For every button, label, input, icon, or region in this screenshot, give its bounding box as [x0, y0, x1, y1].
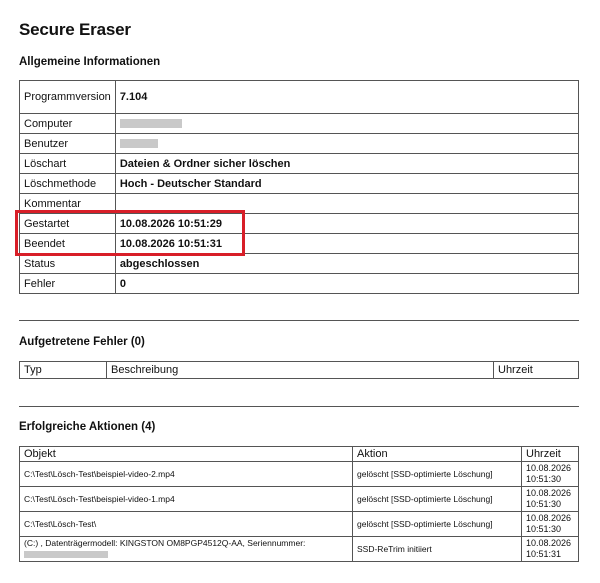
object-cell: C:\Test\Lösch-Test\beispiel-video-1.mp4 [20, 487, 353, 512]
action-cell: gelöscht [SSD-optimierte Löschung] [353, 487, 522, 512]
info-value: 10.08.2026 10:51:29 [115, 214, 578, 234]
redacted-serial-number [24, 551, 108, 558]
table-row [20, 537, 579, 562]
info-value: 0 [115, 274, 578, 294]
column-header: Uhrzeit [494, 362, 579, 379]
info-value [115, 114, 578, 134]
report-title: Secure Eraser [19, 20, 131, 39]
info-key: Computer [20, 114, 116, 134]
date-text: 10.08.2026 [526, 538, 572, 548]
table-row [20, 512, 579, 537]
time-cell [522, 537, 579, 562]
action-cell: gelöscht [SSD-optimierte Löschung] [353, 512, 522, 537]
info-key: Löschart [20, 154, 116, 174]
info-value: 7.104 [115, 81, 578, 114]
errors-header-row [20, 362, 579, 379]
divider [19, 406, 579, 407]
info-key: Kommentar [20, 194, 116, 214]
info-key: Benutzer [20, 134, 116, 154]
time-cell [522, 487, 579, 512]
general-info-table [19, 80, 579, 294]
general-info-heading: Allgemeine Informationen [19, 56, 161, 68]
column-header: Aktion [353, 447, 522, 462]
actions-heading: Erfolgreiche Aktionen (4) [19, 421, 156, 433]
divider [19, 320, 579, 321]
time-text: 10:51:30 [526, 524, 562, 534]
info-key: Programmversion [20, 81, 116, 114]
column-header: Beschreibung [107, 362, 494, 379]
info-key: Löschmethode [20, 174, 116, 194]
info-key: Status [20, 254, 116, 274]
actions-table [19, 446, 579, 562]
info-row-user [20, 134, 579, 154]
date-text: 10.08.2026 [526, 488, 572, 498]
action-cell: SSD-ReTrim initiiert [353, 537, 522, 562]
time-cell [522, 462, 579, 487]
info-key: Beendet [20, 234, 116, 254]
redacted-computer-name [120, 119, 182, 128]
info-value: Hoch - Deutscher Standard [115, 174, 578, 194]
time-text: 10:51:30 [526, 474, 562, 484]
object-cell: C:\Test\Lösch-Test\beispiel-video-2.mp4 [20, 462, 353, 487]
highlight-box [15, 210, 245, 256]
date-text: 10.08.2026 [526, 463, 572, 473]
info-value: Dateien & Ordner sicher löschen [115, 154, 578, 174]
info-row-erase-type [20, 154, 579, 174]
info-row-version [20, 81, 579, 114]
info-key: Gestartet [20, 214, 116, 234]
info-row-errors [20, 274, 579, 294]
actions-header-row [20, 447, 579, 462]
info-row-status [20, 254, 579, 274]
info-value [115, 134, 578, 154]
action-cell: gelöscht [SSD-optimierte Löschung] [353, 462, 522, 487]
time-cell [522, 512, 579, 537]
time-text: 10:51:31 [526, 549, 562, 559]
column-header: Uhrzeit [522, 447, 579, 462]
object-text: (C:) , Datenträgermodell: KINGSTON OM8PGP4512Q-AA, Seriennummer: [24, 538, 306, 548]
info-value: abgeschlossen [115, 254, 578, 274]
table-row [20, 487, 579, 512]
redacted-user-name [120, 139, 158, 148]
info-key: Fehler [20, 274, 116, 294]
object-cell [20, 537, 353, 562]
errors-heading: Aufgetretene Fehler (0) [19, 336, 145, 348]
column-header: Typ [20, 362, 107, 379]
date-text: 10.08.2026 [526, 513, 572, 523]
table-row [20, 462, 579, 487]
column-header: Objekt [20, 447, 353, 462]
info-row-erase-method [20, 174, 579, 194]
info-value: 10.08.2026 10:51:31 [115, 234, 578, 254]
errors-table [19, 361, 579, 379]
object-cell: C:\Test\Lösch-Test\ [20, 512, 353, 537]
info-row-computer [20, 114, 579, 134]
time-text: 10:51:30 [526, 499, 562, 509]
